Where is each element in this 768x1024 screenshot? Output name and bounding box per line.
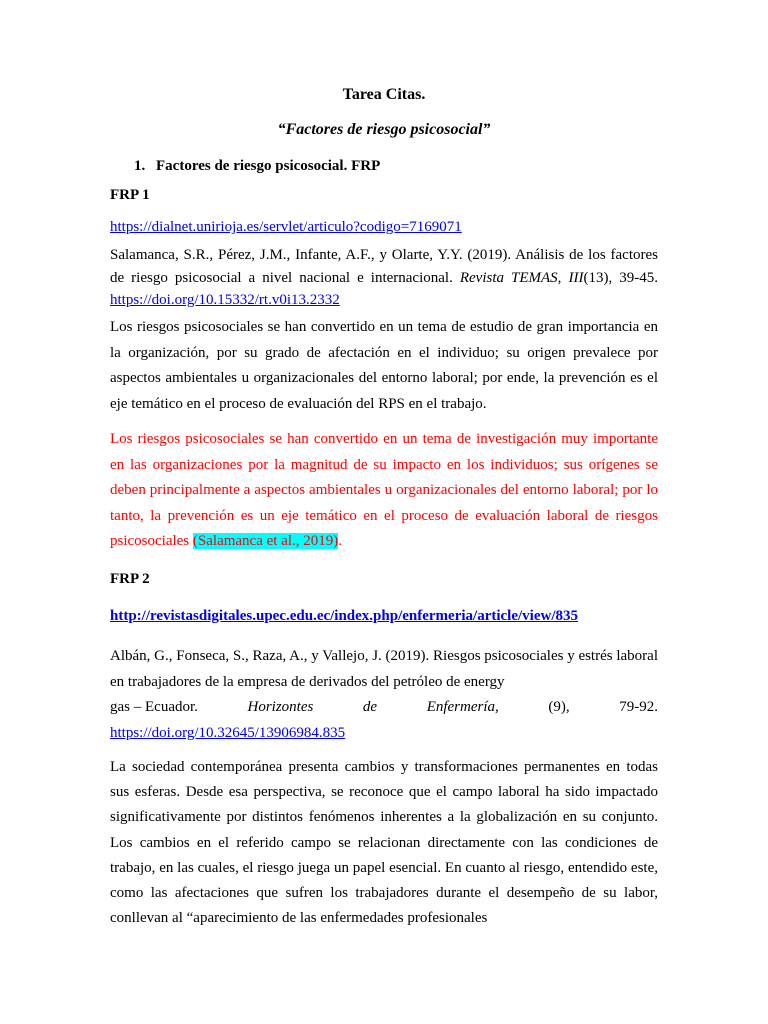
frp1-citation-highlight: (Salamanca et al., 2019) <box>192 533 339 549</box>
frp1-paraphrase-text: Los riesgos psicosociales se han convertido en un tema de investigación muy importante en las organizaciones por la magnitud de su impacto en los individuos; sus orígenes se deben principalmente a aspectos ambientales u organizacionales del entorno laboral; por lo tanto, la prevención es un eje temático en el proceso de evaluación laboral de riesgos psicosociales <box>110 431 658 549</box>
page-subtitle: “Factores de riesgo psicosocial” <box>277 121 491 138</box>
section-heading-text: Factores de riesgo psicosocial. FRP <box>156 158 381 174</box>
frp1-url-link[interactable]: https://dialnet.unirioja.es/servlet/articulo?codigo=7169071 <box>110 219 462 235</box>
frp2-doi-link[interactable]: https://doi.org/10.32645/13906984.835 <box>110 724 346 741</box>
frp2-url-line <box>110 608 658 625</box>
section-heading <box>134 158 682 175</box>
section-number: 1. <box>134 158 146 174</box>
page-title: Tarea Citas. <box>342 86 426 103</box>
frp1-doi-link[interactable]: https://doi.org/10.15332/rt.v0i13.2332 <box>110 292 340 308</box>
frp1-paraphrase <box>110 427 658 555</box>
frp1-label: FRP 1 <box>110 187 150 203</box>
frp2-reference <box>110 644 658 746</box>
frp2-paragraph: La sociedad contemporánea presenta cambios y transformaciones permanentes en todas sus esferas. Desde esa perspectiva, se reconoce que el campo laboral ha sido impactado significativamente por distintos fenómenos inherentes a la globalización en su conjunto. Los cambios en el referido campo se relacionan directamente con las condiciones de trabajo, en las cuales, el riesgo juega un papel esencial. En cuanto al riesgo, entendido este, como las afectaciones que sufren los trabajadores durante el desempeño de su labor, conllevan al “aparecimiento de las enfermedades profesionales <box>110 759 658 927</box>
frp1-paragraph: Los riesgos psicosociales se han convertido en un tema de estudio de gran importancia en la organización, por su grado de afectación en el individuo; su origen prevalece por aspectos ambientales u organizacionales del entorno laboral; por ende, la prevención es el eje temático en el proceso de evaluación del RPS en el trabajo. <box>110 319 658 412</box>
frp1-reference <box>110 244 658 312</box>
frp2-url-link[interactable]: http://revistasdigitales.upec.edu.ec/index.php/enfermeria/article/view/835 <box>110 608 579 624</box>
frp2-label: FRP 2 <box>110 571 150 587</box>
frp2-ref-issue: (9), <box>548 699 570 715</box>
frp1-ref-journal: Revista TEMAS, III <box>459 269 584 286</box>
frp1-paraphrase-end: . <box>338 533 343 549</box>
frp2-ref-line3 <box>110 695 658 721</box>
frp2-ref-journal-a: Horizontes <box>247 699 314 715</box>
frp2-ref-text: Albán, G., Fonseca, S., Raza, A., y Vallejo, J. (2019). Riesgos psicosociales y estrés laboral en trabajadores de la empresa de derivados del petróleo de energy <box>110 648 658 690</box>
frp1-url-line <box>110 219 658 236</box>
frp1-ref-text: Salamanca, S.R., Pérez, J.M., Infante, A.F., y Olarte, Y.Y. (2019). Análisis de los factores de riesgo psicosocial a nivel nacional e internacional. <box>110 247 658 286</box>
frp2-ref-pages: 79-92. <box>619 699 658 715</box>
frp1-ref-issue: (13), 39-45. <box>583 269 658 286</box>
frp2-ref-journal-c: Enfermería, <box>426 699 499 715</box>
frp2-ref-journal-b: de <box>362 699 378 715</box>
frp2-ref-gas: gas – Ecuador. <box>110 699 198 715</box>
